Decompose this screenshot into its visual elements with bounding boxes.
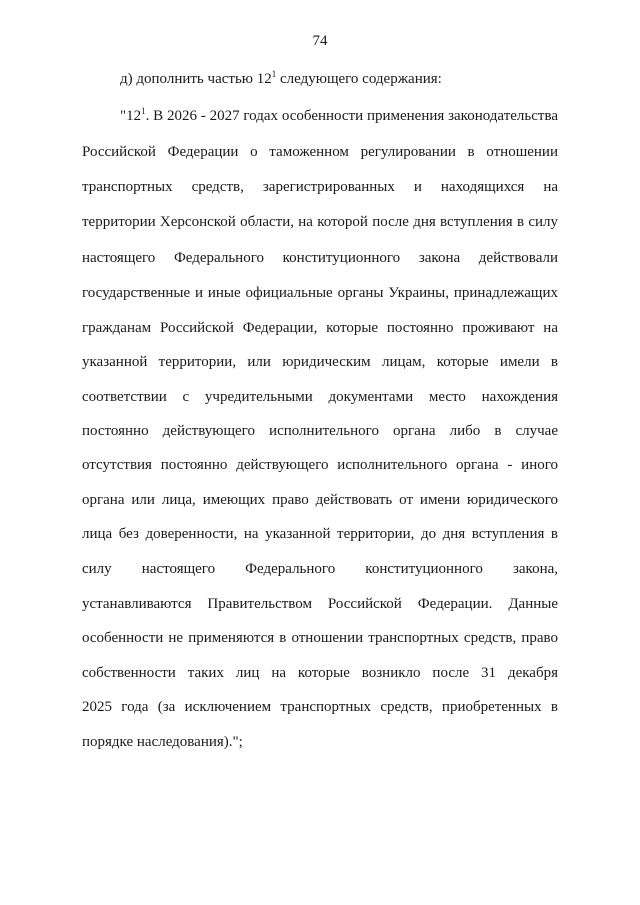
clause-line: Российской Федерации о таможенном регулировании в отношении [82, 144, 558, 160]
clause-superscript: 1 [141, 106, 146, 116]
clause-line: органа или лица, имеющих право действовать от имени юридического [82, 492, 558, 508]
clause-first-line [120, 106, 558, 126]
clause-line: собственности таких лиц на которые возникло после 31 декабря [82, 665, 558, 681]
intro-line [120, 69, 558, 89]
intro-suffix: следующего содержания: [276, 71, 442, 87]
clause-line: отсутствия постоянно действующего исполнительного органа - иного [82, 457, 558, 473]
intro-prefix: д) дополнить частью 12 [120, 71, 272, 87]
clause-line: гражданам Российской Федерации, которые постоянно проживают на [82, 320, 558, 336]
clause-line: соответствии с учредительными документами место нахождения [82, 389, 558, 405]
clause-line: силу настоящего Федерального конституционного закона, [82, 561, 558, 577]
clause-line: государственные и иные официальные органы Украины, принадлежащих [82, 285, 558, 301]
clause-line: 2025 года (за исключением транспортных средств, приобретенных в [82, 699, 558, 715]
clause-line: территории Херсонской области, на которой после дня вступления в силу [82, 214, 558, 230]
clause-line: указанной территории, или юридическим лицам, которые имели в [82, 354, 558, 370]
intro-superscript: 1 [271, 69, 277, 79]
clause-line: транспортных средств, зарегистрированных и находящихся на [82, 179, 558, 195]
clause-open-quote: "12 [120, 108, 142, 124]
clause-line: настоящего Федерального конституционного закона действовали [82, 250, 558, 266]
clause-line: лица без доверенности, на указанной территории, до дня вступления в [82, 526, 558, 542]
clause-line: особенности не применяются в отношении транспортных средств, право [82, 630, 558, 646]
page-number: 74 [312, 33, 328, 49]
clause-last-line: порядке наследования)."; [82, 734, 243, 750]
clause-first-line-rest: . В 2026 - 2027 годах особенности применения законодательства [145, 108, 558, 124]
clause-line: устанавливаются Правительством Российской Федерации. Данные [82, 596, 558, 612]
clause-line: постоянно действующего исполнительного органа либо в случае [82, 423, 558, 439]
